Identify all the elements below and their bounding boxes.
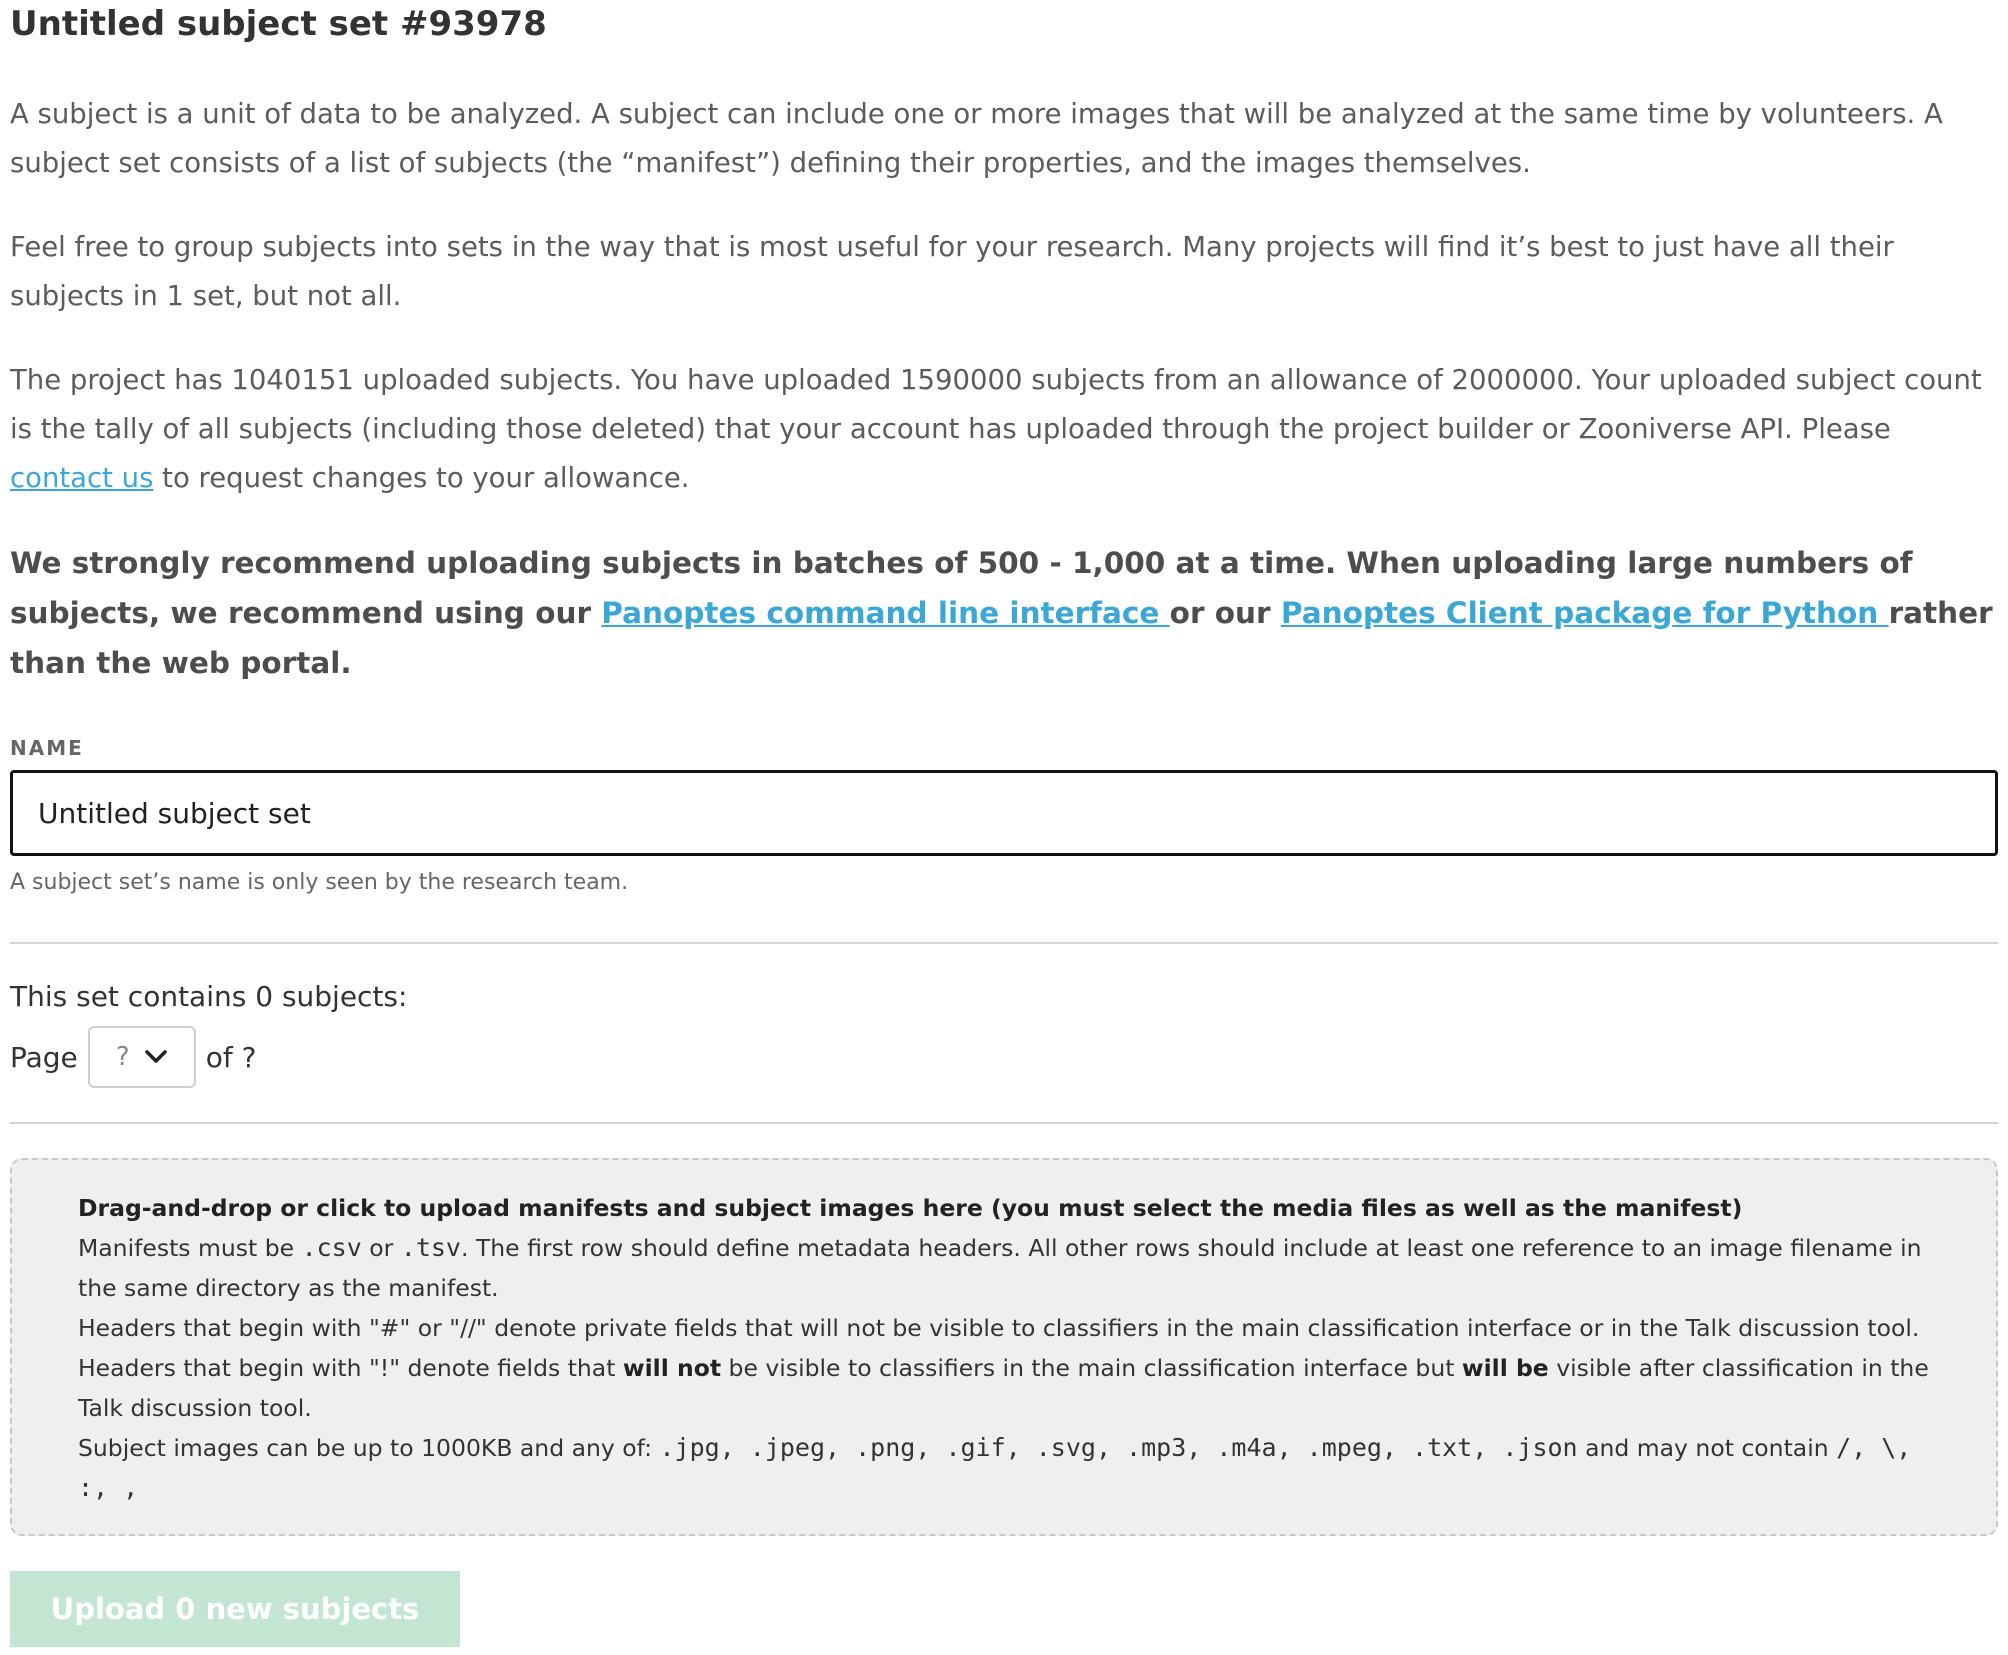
page-title: Untitled subject set #93978 (10, 4, 547, 44)
intro-paragraph-1: A subject is a unit of data to be analyzed. A subject can include one or more images that will be analyzed at the same time by volunteers. A subject set consists of a list of subjects (the “manifest”) defining their properties, and the images themselves. (10, 98, 1943, 179)
allowance-text: The project has 1040151 uploaded subjects. You have uploaded 1590000 subjects from an allowance of 2000000. Your uploaded subject count is the tally of all subjects (including those deleted) that your account has uploaded through the project builder or Zooniverse API. Please (10, 364, 1982, 445)
dropzone-title: Drag-and-drop or click to upload manifests and subject images here (you must select the media files as well as the manifest) (78, 1194, 1743, 1222)
pagination (10, 1025, 257, 1089)
page-select[interactable] (88, 1026, 196, 1088)
manifest-format-note: Manifests must be .csv or .tsv. The first row should define metadata headers. All other rows should include at least one reference to an image filename in the same directory as the manifest. (78, 1233, 1922, 1302)
panoptes-python-client-link[interactable]: Panoptes Client package for Python (1280, 596, 1889, 630)
recommendation-paragraph (10, 538, 2000, 688)
hidden-headers-note: Headers that begin with "!" denote fields that will not be visible to classifiers in the main classification interface but will be visible after classification in the Talk discussion tool. (78, 1354, 1929, 1422)
forbidden-characters: /, \, :, , (78, 1433, 1912, 1502)
upload-dropzone[interactable] (10, 1158, 1998, 1536)
subject-count-text: This set contains 0 subjects: (10, 980, 408, 1013)
chevron-down-icon (144, 1049, 168, 1065)
image-types-note: Subject images can be up to 1000KB and any of: .jpg, .jpeg, .png, .gif, .svg, .mp3, .m4a, .mpeg, .txt, .json and may not contain /, \, :, , (78, 1433, 1912, 1502)
allowance-text-end: to request changes to your allowance. (153, 462, 690, 494)
page-select-value: ? (115, 1042, 130, 1072)
name-help-text: A subject set’s name is only seen by the research team. (10, 870, 629, 895)
intro-paragraph-2: Feel free to group subjects into sets in the way that is most useful for your research. Many projects will find it’s best to just have all their subjects in 1 set, but not all. (10, 231, 1894, 312)
page-label: Page (10, 1040, 78, 1074)
recommendation-text-mid: or our (1169, 596, 1281, 630)
tsv-extension: .tsv (400, 1233, 461, 1262)
allowance-paragraph (10, 356, 2000, 503)
upload-subjects-button[interactable]: Upload 0 new subjects (10, 1571, 460, 1647)
csv-extension: .csv (301, 1233, 362, 1262)
contact-us-link[interactable]: contact us (10, 462, 154, 494)
page-total: of ? (205, 1040, 257, 1074)
subject-set-name-input[interactable] (10, 770, 1998, 856)
private-headers-note: Headers that begin with "#" or "//" denote private fields that will not be visible to classifiers in the main classification interface or in the Talk discussion tool. (78, 1314, 1920, 1342)
name-label: NAME (10, 736, 84, 760)
panoptes-cli-link[interactable]: Panoptes command line interface (601, 596, 1170, 630)
divider (10, 942, 1998, 944)
allowed-file-types: .jpg, .jpeg, .png, .gif, .svg, .mp3, .m4a, .mpeg, .txt, .json (659, 1433, 1578, 1462)
recommendation-text-end: rather than the web portal. (10, 596, 1993, 680)
divider (10, 1122, 1998, 1124)
recommendation-text: We strongly recommend uploading subjects in batches of 500 - 1,000 at a time. When uploading large numbers of subjects, we recommend using our (10, 546, 1913, 630)
